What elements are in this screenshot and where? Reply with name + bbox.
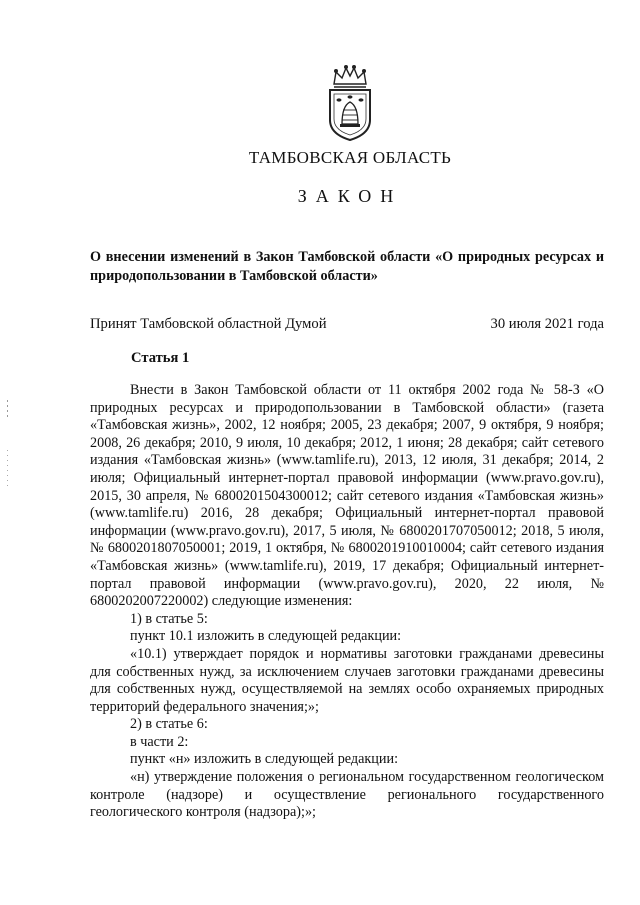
region-name: ТАМБОВСКАЯ ОБЛАСТЬ — [248, 148, 452, 167]
law-title-heading: О внесении изменений в Закон Тамбовской области «О природных ресурсах и природопользовании в Тамбовской области» — [90, 249, 604, 284]
paragraph: Внести в Закон Тамбовской области от 11 октября 2002 года № 58-З «О природных ресурсах и природопользовании в Тамбовской области» (газета «Тамбовская жизнь», 2002, 12 ноября; 2005, 23 декабря; 2007, 9 октября, 9 ноября; 2008, 26 декабря; 2010, 9 июля, 10 декабря; 2012, 1 июня; 28 декабря; сайт сетевого издания «Тамбовская жизнь» (www.tamlife.ru), 2013, 12 июля, 31 декабря; 2014, 2 июля; Официальный интернет-портал правовой информации (www.pravo.gov.ru), 2015, 30 апреля, № 6800201504300012; сайт сетевого издания «Тамбовская жизнь» (www.tamlife.ru) 2016, 28 декабря; Официальный интернет-портал правовой информации (www.pravo.gov.ru), 2017, 5 июля, № 6800201707050012; 2018, 5 июля, № 6800201807050001; 2019, 1 октября, № 6800201910010004; сайт сетевого издания «Тамбовская жизнь» (www.tamlife.ru), 2019, 17 декабря; Официальный интернет-портал правовой информации (www.pravo.gov.ru), 2020, 22 июля, № 6800202007220002) следующие изменения: — [90, 382, 604, 610]
adoption-line — [90, 316, 604, 333]
coat-of-arms-icon — [326, 62, 374, 142]
paragraph: 2) в статье 6: — [130, 716, 208, 733]
adoption-date: 30 июля 2021 года — [490, 316, 604, 332]
document-type: ЗАКОН — [297, 186, 403, 206]
paragraph: «10.1) утверждает порядок и нормативы заготовки гражданами древесины для собственных нужд, за исключением случаев заготовки гражданами древесины для собственных нужд, осуществляемой на землях особо охраняемых природных территорий федерального значения;»; — [90, 645, 604, 715]
paragraph: в части 2: — [130, 733, 189, 750]
paragraph: «н) утверждение положения о региональном государственном геологическом контроле (надзоре) и осуществление регионального государственного геологического контроля (надзора);»; — [90, 769, 604, 821]
paragraph: 1) в статье 5: — [130, 610, 208, 627]
adopted-by: Принят Тамбовской областной Думой — [90, 316, 327, 332]
paragraph: пункт «н» изложить в следующей редакции: — [130, 751, 399, 768]
article-heading: Статья 1 — [131, 350, 190, 366]
article-body — [90, 382, 604, 822]
paragraph: пункт 10.1 изложить в следующей редакции: — [130, 628, 402, 645]
scan-margin-marks — [6, 400, 9, 490]
